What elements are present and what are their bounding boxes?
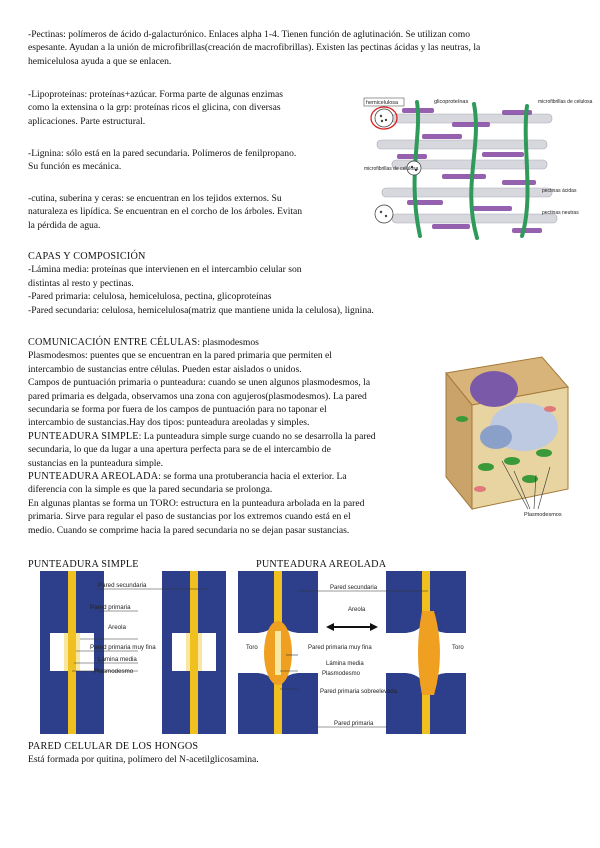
text-line: naturaleza es lipídica. Se encuentran en el corcho de los árboles. Evitan xyxy=(28,206,303,218)
fig-areolada-label: Pared primaria muy fina xyxy=(308,645,372,651)
lignina-paragraph xyxy=(28,147,296,174)
text-line: -Pared secundaria: celulosa, hemicelulosa(matriz que mantiene unida la celulosa), lignina. xyxy=(28,304,374,316)
text-line: intercambio de sustancias.Hay dos tipos: punteadura areoladas y simples. xyxy=(28,417,310,429)
punteadura-areolada-figure xyxy=(238,571,480,734)
text-line: -Lipoproteínas: proteínas+azúcar. Forma parte de algunas enzimas xyxy=(28,89,284,100)
fig-wall-label: microfibrillas de celulosa xyxy=(364,166,419,172)
text-line: medio. Cuando se comprime hacia la pared secundaria no se dejan pasar sustancias. xyxy=(28,524,350,536)
text-line: intercambio de sustancias entre células. Pueden estar aislados o unidos. xyxy=(28,363,302,375)
text-line: : La punteadura simple surge cuando no se desarrolla la pared xyxy=(138,430,376,442)
fig-areolada-label: Pared primaria sobreelevada xyxy=(320,689,398,695)
text-line: Campos de puntuación primaria o punteadura: cuando se unen algunos plasmodesmos, la xyxy=(28,377,371,389)
fig-wall-label: pectinas neutras xyxy=(542,210,579,216)
text-line: Su función es mecánica. xyxy=(28,161,122,173)
capas-section xyxy=(28,250,374,317)
hongos-section xyxy=(28,740,259,767)
cutina-paragraph xyxy=(28,192,302,232)
text-line: secundaria se forma por fuera de los campos de puntuación para no taponar el xyxy=(28,404,327,416)
fig-wall-label: pectinas ácidas xyxy=(542,188,577,194)
fig-wall-label: microfibrillas de celulosa xyxy=(538,99,593,105)
text-line: diferencia con la simple es que la pared secundaria se prolonga. xyxy=(28,484,273,496)
text-line: distintas al resto y pectinas. xyxy=(28,277,134,289)
text-line: espesante. Ayudan a la unión de microfibrillas(creación de macrofibrillas). Existen las pectinas ácidas y las neutras, la xyxy=(28,42,481,54)
text-line: sustancias en la punteadura simple. xyxy=(28,457,164,469)
fig-areolada-label: Areola xyxy=(348,607,366,613)
fig-areolada-label: Pared secundaria xyxy=(330,585,378,591)
fig-simple-label: Areola xyxy=(108,624,126,631)
heading-suffix: : plasmodesmos xyxy=(197,337,259,348)
fig-wall-label: glicoproteínas xyxy=(434,99,469,105)
cell-wall-structure-figure xyxy=(362,96,593,244)
punteadura-simple-figure xyxy=(28,571,238,734)
diagram-title-simple: PUNTEADURA SIMPLE xyxy=(28,559,139,570)
fig-simple-label: Pared primaria xyxy=(90,604,131,611)
text-line: primaria. Sirve para regular el paso de sustancias por los extremos cuando está en el xyxy=(28,511,351,523)
text-line: -Lámina media: proteínas que intervienen en el intercambio celular son xyxy=(28,264,302,276)
section-heading: COMUNICACIÓN ENTRE CÉLULAS xyxy=(28,337,198,348)
fig-wall-label: hemicelulosa xyxy=(366,100,399,106)
text-line: En algunas plantas se forma un TORO: estructura en la punteadura arbolada en la pared xyxy=(28,497,365,509)
text-line: Está formada por quitina, polímero del N-acetilglicosamina. xyxy=(28,754,259,766)
text-line: la pérdida de agua. xyxy=(28,219,101,231)
text-line: -Lignina: sólo está en la pared secundaria. Polímeros de fenilpropano. xyxy=(28,148,297,159)
fig-areolada-label: Toro xyxy=(452,645,464,651)
fig-simple-label: Pared secundaria xyxy=(98,582,147,589)
lipoproteinas-paragraph xyxy=(28,88,283,128)
text-line: : se forma una protuberancia hacia el exterior. La xyxy=(158,471,347,483)
fig-simple-label: Pared primaria muy fina xyxy=(90,644,156,651)
text-line: aplicaciones. Parte estructural. xyxy=(28,115,146,127)
fig-areolada-label: Lámina media xyxy=(326,661,364,667)
punteadura-areolada-label: PUNTEADURA AREOLADA xyxy=(28,471,159,483)
plant-cell-figure xyxy=(432,349,572,522)
section-heading: CAPAS Y COMPOSICIÓN xyxy=(28,251,146,262)
diagram-title-areolada: PUNTEADURA AREOLADA xyxy=(256,559,387,570)
text-line: -Pectinas: polímeros de ácido d-galacturónico. Enlaces alpha 1-4. Tienen función de aglutinación. Se utilizan como xyxy=(28,29,470,40)
text-line: como la extensina o la grp: proteínas ricos el glicina, con diversas xyxy=(28,102,281,114)
comunicacion-section xyxy=(28,336,376,537)
text-line: hemicelulosa ayuda a que se enlacen. xyxy=(28,55,172,67)
text-line: -Pared primaria: celulosa, hemicelulosa, pectina, glicoproteínas xyxy=(28,291,272,303)
text-line: pared primaria es delgada, observamos una zona con agujeros(plasmodesmos). La pared xyxy=(28,390,367,402)
punteadura-simple-label: PUNTEADURA SIMPLE xyxy=(28,430,139,442)
fig-areolada-label: Toro xyxy=(246,645,258,651)
text-line: secundaria, lo que da lugar a una apertura perfecta para se de el intercambio de xyxy=(28,444,331,456)
pectinas-paragraph xyxy=(28,28,480,68)
fig-simple-label: Lámina media xyxy=(98,656,137,663)
fig-simple-label: Plasmodesmo xyxy=(94,668,134,675)
text-line: Plasmodesmos: puentes que se encuentran en la pared primaria que permiten el xyxy=(28,350,332,362)
fig-cell-label: Plasmodesmos xyxy=(524,512,562,518)
fig-areolada-label: Pared primaria xyxy=(334,721,374,727)
fig-areolada-label: Plasmodesmo xyxy=(322,671,361,677)
text-line: -cutina, suberina y ceras: se encuentran en los tejidos externos. Su xyxy=(28,193,282,204)
section-heading: PARED CELULAR DE LOS HONGOS xyxy=(28,741,199,752)
